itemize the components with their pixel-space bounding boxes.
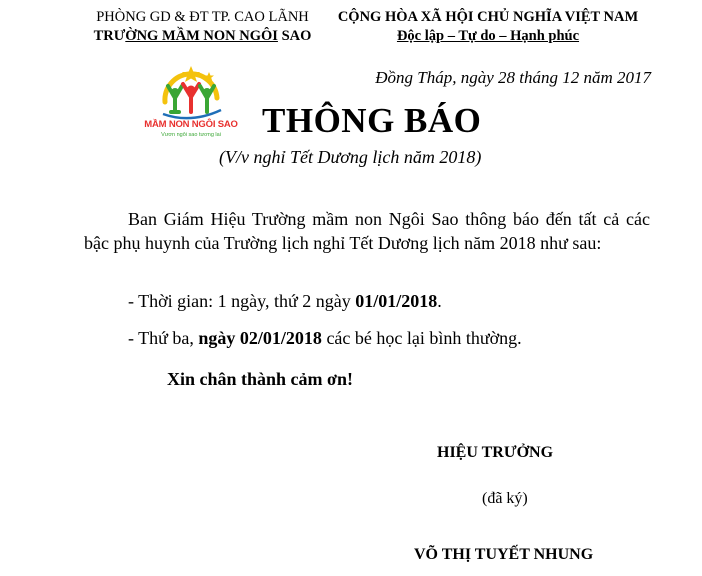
list-item-return-pre: - Thứ ba, <box>128 328 199 348</box>
logo-tagline: Vươn ngôi sao tương lai <box>161 132 221 138</box>
school-logo <box>135 62 247 148</box>
national-motto <box>322 27 654 45</box>
list-item-time-text: - Thời gian: 1 ngày, thứ 2 ngày <box>128 291 356 311</box>
announcement-paragraph: Ban Giám Hiệu Trường mầm non Ngôi Sao thông báo đến tất cả các bậc phụ huynh của Trường lịch nghỉ Tết Dương lịch năm 2018 như sau: <box>84 209 650 253</box>
national-motto-text: Độc lập – Tự do – Hạnh phúc <box>396 28 580 44</box>
agency-name: PHÒNG GD & ĐT TP. CAO LÃNH <box>96 9 309 25</box>
thanks-line: Xin chân thành cảm ơn! <box>167 369 354 389</box>
school-name <box>90 27 315 45</box>
national-title: CỘNG HÒA XÃ HỘI CHỦ NGHĨA VIỆT NAM <box>337 9 639 25</box>
page-title: THÔNG BÁO <box>262 101 482 140</box>
school-name-part3: SAO <box>277 28 312 44</box>
list-item-time-end: . <box>437 291 442 311</box>
logo-star-shape <box>182 66 200 82</box>
list-item-return <box>128 326 522 350</box>
school-name-part1: TRƯ <box>93 28 126 44</box>
list-item-return-post: các bé học lại bình thường. <box>321 328 522 348</box>
list-item-return-date: ngày 02/01/2018 <box>198 328 322 348</box>
signature-status: (đã ký) <box>482 490 528 507</box>
list-item-time-date: 01/01/2018 <box>355 291 438 311</box>
page-subtitle: (V/v nghỉ Tết Dương lịch năm 2018) <box>219 147 482 167</box>
school-name-underlined: ỜNG MẦM NON NGÔI <box>125 28 278 44</box>
signature-name: VÕ THỊ TUYẾT NHUNG <box>414 546 594 563</box>
signature-role: HIỆU TRƯỞNG <box>437 444 554 461</box>
date-line: Đồng Tháp, ngày 28 tháng 12 năm 2017 <box>375 68 651 87</box>
logo-name: MẦM NON NGÔI SAO <box>144 119 238 130</box>
list-item-time <box>128 289 442 313</box>
